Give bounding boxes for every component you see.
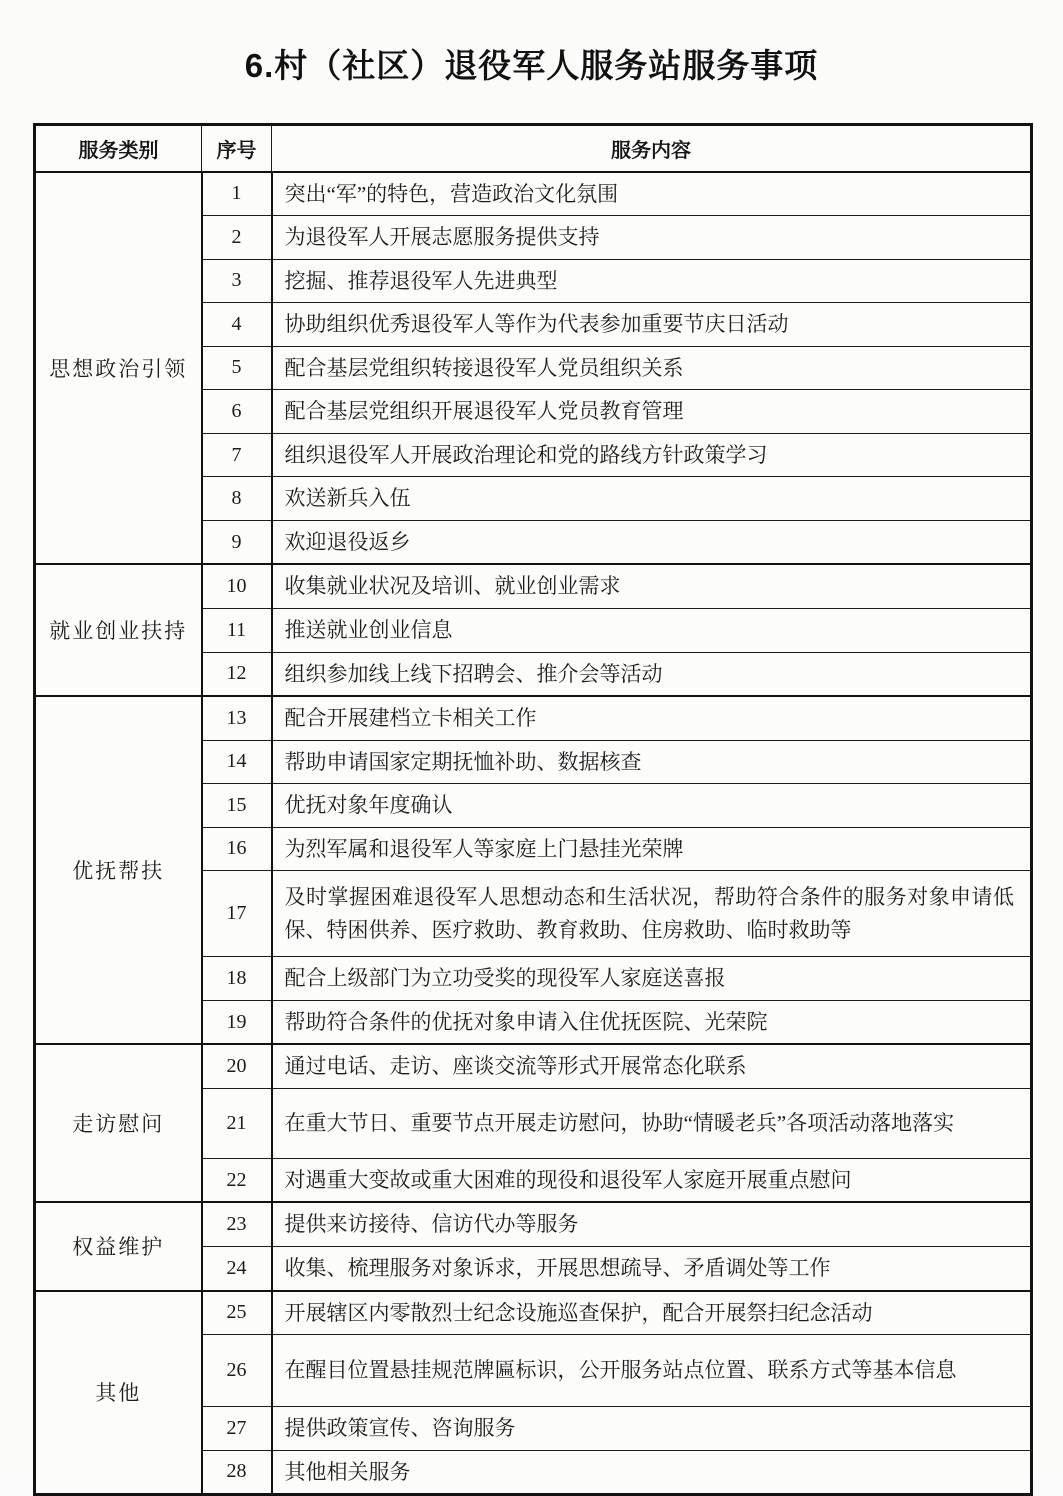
row-number-cell: 19 <box>202 1000 272 1044</box>
row-number-cell: 5 <box>202 346 272 390</box>
row-number-cell: 13 <box>202 696 272 740</box>
category-cell: 权益维护 <box>35 1202 202 1290</box>
service-content-cell: 为烈军属和退役军人等家庭上门悬挂光荣牌 <box>272 827 1032 871</box>
service-content-cell: 推送就业创业信息 <box>272 608 1032 652</box>
row-number-cell: 7 <box>202 433 272 477</box>
service-content-cell: 收集、梳理服务对象诉求，开展思想疏导、矛盾调处等工作 <box>272 1246 1032 1290</box>
row-number-cell: 9 <box>202 520 272 564</box>
row-number-cell: 17 <box>202 871 272 957</box>
row-number-cell: 4 <box>202 303 272 347</box>
service-content-cell: 欢迎退役返乡 <box>272 520 1032 564</box>
service-content-cell: 在醒目位置悬挂规范牌匾标识，公开服务站点位置、联系方式等基本信息 <box>272 1335 1032 1407</box>
service-content-cell: 挖掘、推荐退役军人先进典型 <box>272 259 1032 303</box>
header-serial-number: 序号 <box>202 125 272 172</box>
service-content-cell: 配合开展建档立卡相关工作 <box>272 696 1032 740</box>
table-row <box>35 172 1032 216</box>
row-number-cell: 15 <box>202 784 272 828</box>
table-row <box>35 1202 1032 1246</box>
category-cell: 思想政治引领 <box>35 172 202 565</box>
table-row <box>35 1291 1032 1335</box>
category-cell: 就业创业扶持 <box>35 564 202 696</box>
service-content-cell: 其他相关服务 <box>272 1450 1032 1495</box>
service-content-cell: 帮助符合条件的优抚对象申请入住优抚医院、光荣院 <box>272 1000 1032 1044</box>
table-row <box>35 1044 1032 1088</box>
service-content-cell: 配合上级部门为立功受奖的现役军人家庭送喜报 <box>272 957 1032 1001</box>
row-number-cell: 6 <box>202 390 272 434</box>
service-content-cell: 组织参加线上线下招聘会、推介会等活动 <box>272 652 1032 696</box>
service-content-cell: 开展辖区内零散烈士纪念设施巡查保护，配合开展祭扫纪念活动 <box>272 1291 1032 1335</box>
row-number-cell: 25 <box>202 1291 272 1335</box>
row-number-cell: 8 <box>202 477 272 521</box>
header-service-content: 服务内容 <box>272 125 1032 172</box>
row-number-cell: 11 <box>202 608 272 652</box>
row-number-cell: 14 <box>202 740 272 784</box>
row-number-cell: 21 <box>202 1088 272 1158</box>
service-items-table <box>33 123 1033 1496</box>
row-number-cell: 2 <box>202 216 272 260</box>
service-content-cell: 优抚对象年度确认 <box>272 784 1032 828</box>
category-cell: 走访慰问 <box>35 1044 202 1202</box>
service-content-cell: 提供来访接待、信访代办等服务 <box>272 1202 1032 1246</box>
row-number-cell: 1 <box>202 172 272 216</box>
row-number-cell: 22 <box>202 1158 272 1202</box>
row-number-cell: 28 <box>202 1450 272 1495</box>
service-content-cell: 在重大节日、重要节点开展走访慰问，协助“情暖老兵”各项活动落地落实 <box>272 1088 1032 1158</box>
row-number-cell: 26 <box>202 1335 272 1407</box>
row-number-cell: 3 <box>202 259 272 303</box>
service-table-body <box>35 172 1032 1495</box>
service-content-cell: 协助组织优秀退役军人等作为代表参加重要节庆日活动 <box>272 303 1032 347</box>
service-content-cell: 帮助申请国家定期抚恤补助、数据核查 <box>272 740 1032 784</box>
category-cell: 其他 <box>35 1291 202 1495</box>
row-number-cell: 12 <box>202 652 272 696</box>
category-cell: 优抚帮扶 <box>35 696 202 1044</box>
table-header-row <box>35 125 1032 172</box>
service-content-cell: 组织退役军人开展政治理论和党的路线方针政策学习 <box>272 433 1032 477</box>
service-content-cell: 欢送新兵入伍 <box>272 477 1032 521</box>
service-content-cell: 突出“军”的特色，营造政治文化氛围 <box>272 172 1032 216</box>
table-row <box>35 564 1032 608</box>
service-content-cell: 提供政策宣传、咨询服务 <box>272 1407 1032 1451</box>
row-number-cell: 20 <box>202 1044 272 1088</box>
row-number-cell: 23 <box>202 1202 272 1246</box>
document-title: 6.村（社区）退役军人服务站服务事项 <box>244 47 819 84</box>
service-content-cell: 及时掌握困难退役军人思想动态和生活状况，帮助符合条件的服务对象申请低保、特困供养、医疗救助、教育救助、住房救助、临时救助等 <box>272 871 1032 957</box>
row-number-cell: 27 <box>202 1407 272 1451</box>
row-number-cell: 16 <box>202 827 272 871</box>
header-service-category: 服务类别 <box>35 125 202 172</box>
service-content-cell: 为退役军人开展志愿服务提供支持 <box>272 216 1032 260</box>
service-content-cell: 收集就业状况及培训、就业创业需求 <box>272 564 1032 608</box>
row-number-cell: 24 <box>202 1246 272 1290</box>
service-content-cell: 对遇重大变故或重大困难的现役和退役军人家庭开展重点慰问 <box>272 1158 1032 1202</box>
row-number-cell: 10 <box>202 564 272 608</box>
service-content-cell: 配合基层党组织转接退役军人党员组织关系 <box>272 346 1032 390</box>
row-number-cell: 18 <box>202 957 272 1001</box>
table-row <box>35 696 1032 740</box>
service-content-cell: 配合基层党组织开展退役军人党员教育管理 <box>272 390 1032 434</box>
service-content-cell: 通过电话、走访、座谈交流等形式开展常态化联系 <box>272 1044 1032 1088</box>
